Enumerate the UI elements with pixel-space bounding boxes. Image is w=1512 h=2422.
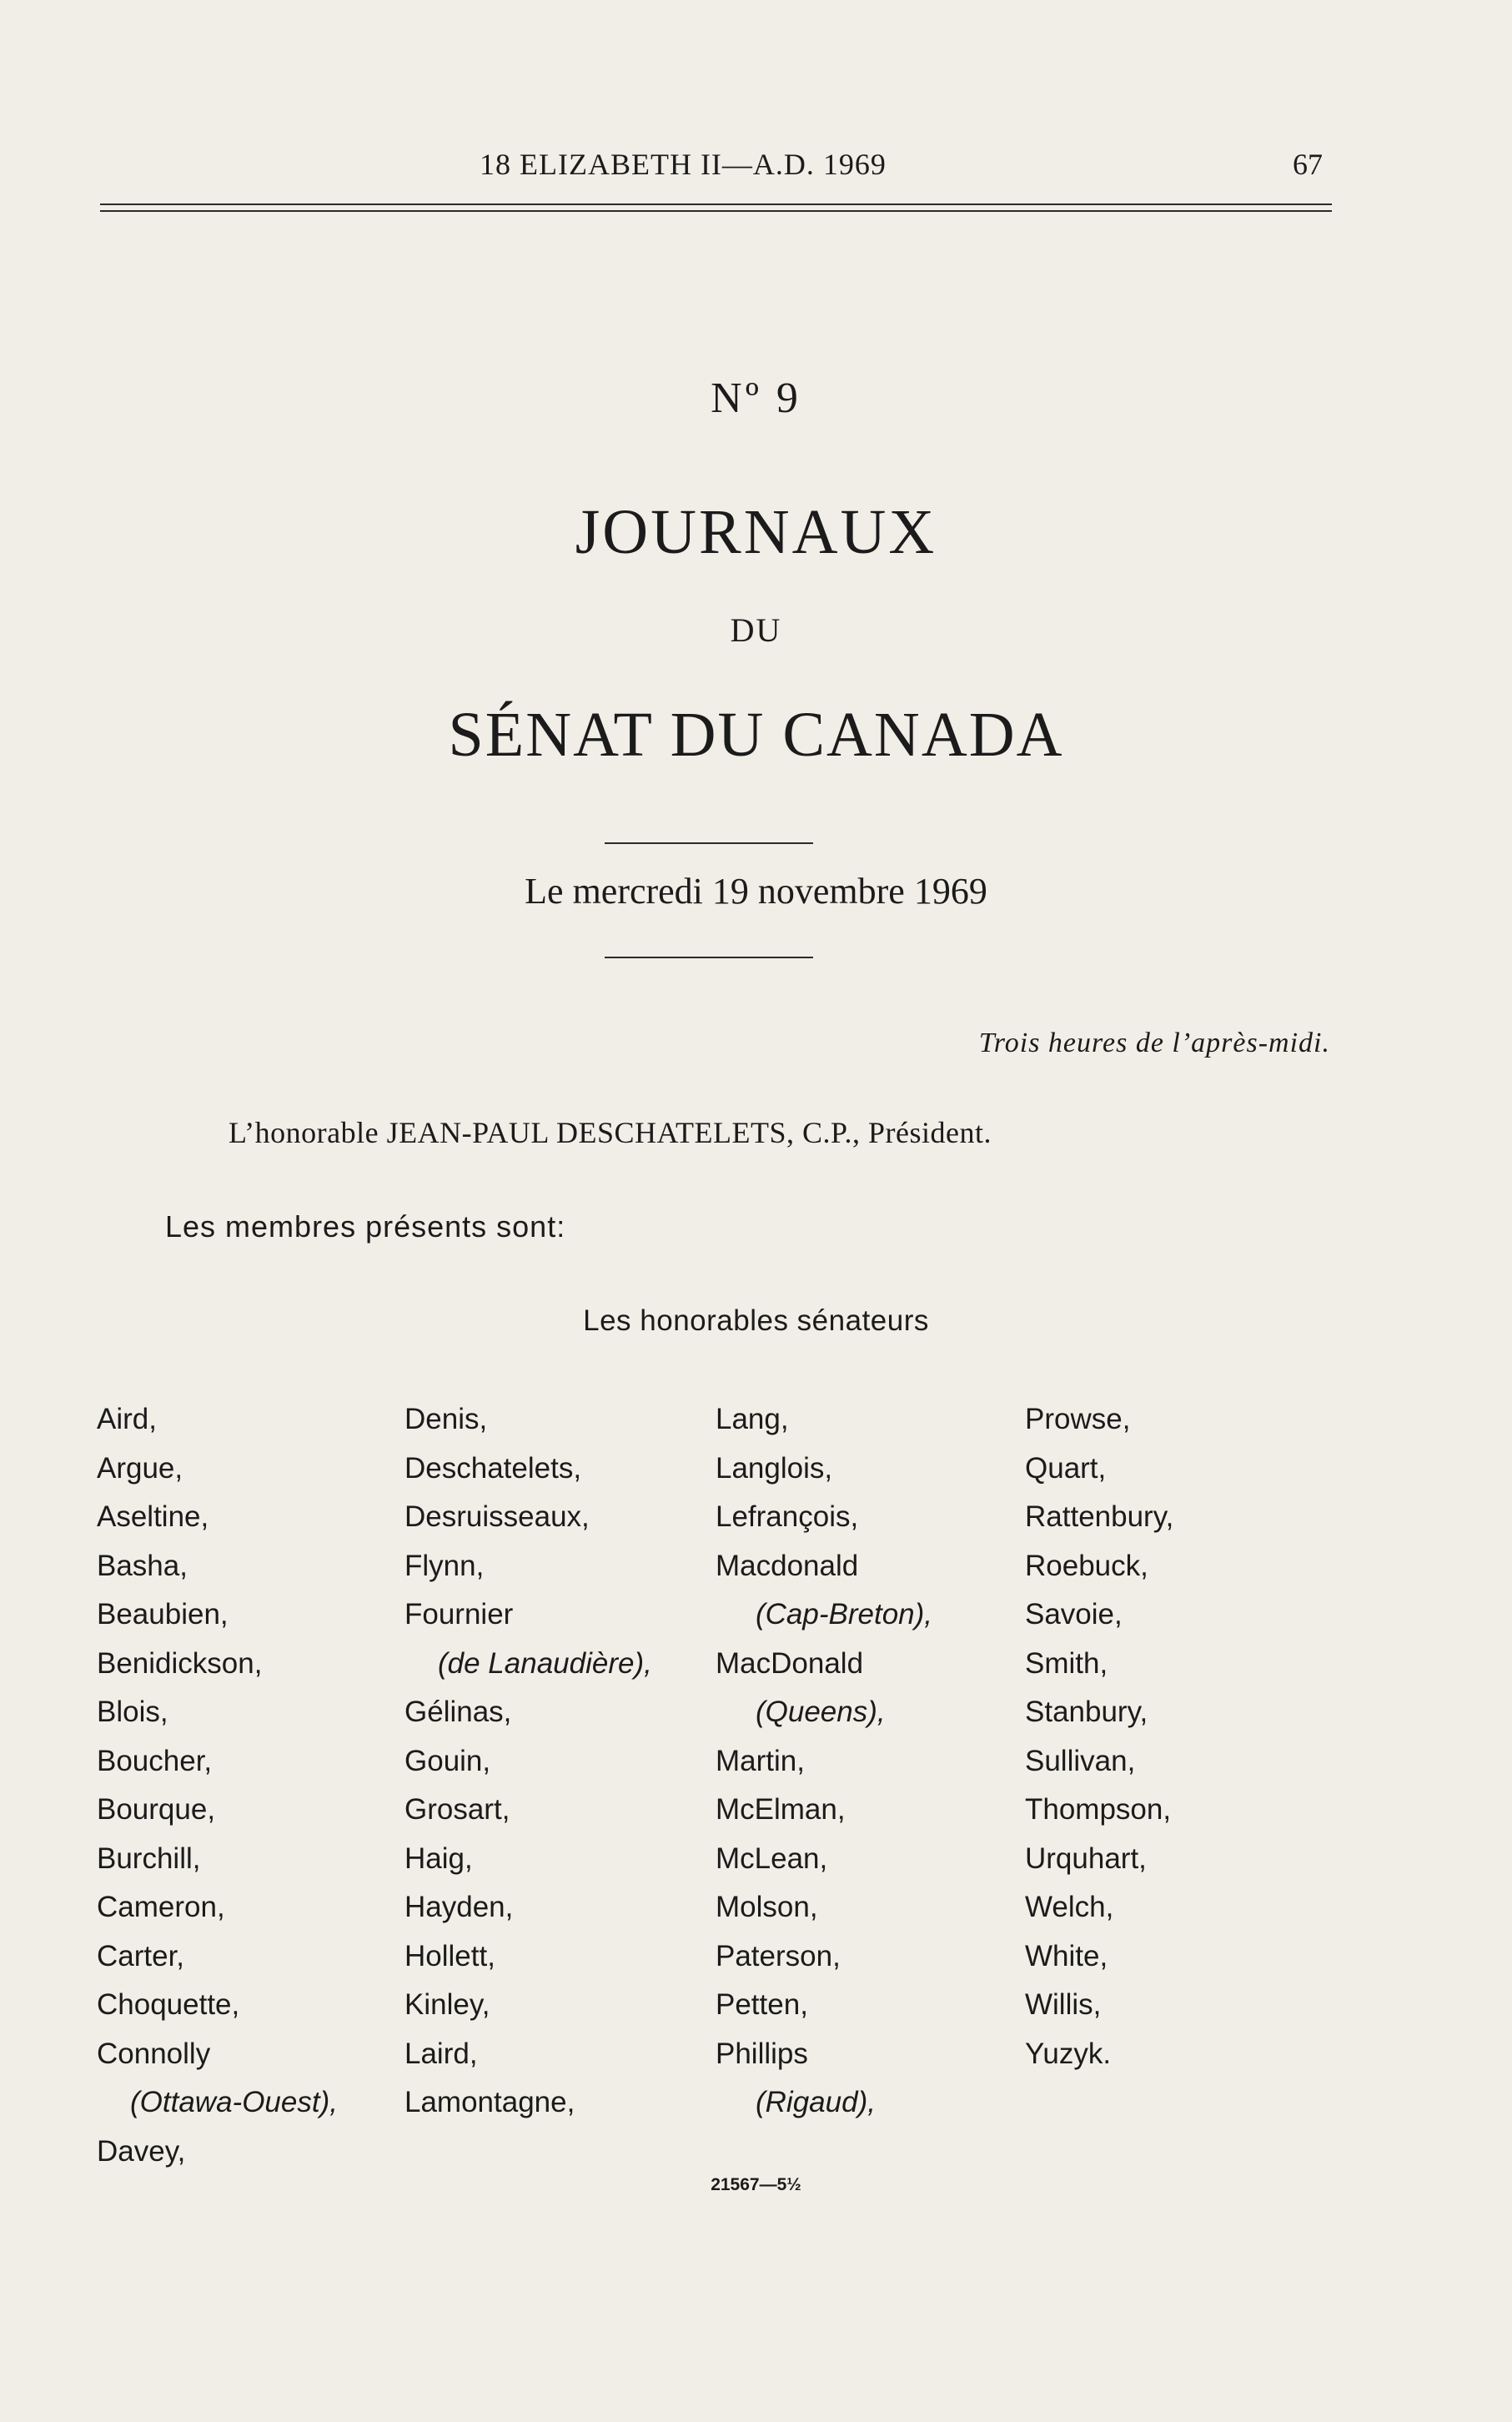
- senator-name: Rattenbury,: [1025, 1500, 1174, 1533]
- printer-footnote: 21567—5½: [711, 2175, 801, 2194]
- senator-name: Blois,: [97, 1696, 168, 1728]
- senator-name: Savoie,: [1025, 1598, 1123, 1631]
- senator-name: White,: [1025, 1939, 1108, 1972]
- senator-name: McLean,: [716, 1842, 828, 1875]
- senator-name: Connolly: [97, 2037, 211, 2070]
- page-number: 67: [1293, 148, 1323, 181]
- sitting-date: Le mercredi 19 novembre 1969: [525, 871, 987, 912]
- senator-name: Petten,: [716, 1988, 808, 2021]
- senator-riding: (Cap-Breton),: [756, 1598, 933, 1631]
- senators-heading: Les honorables sénateurs: [583, 1304, 929, 1337]
- running-header: 18 ELIZABETH II—A.D. 1969: [480, 148, 887, 181]
- senator-name: Sullivan,: [1025, 1744, 1136, 1777]
- journal-body-title: SÉNAT DU CANADA: [448, 700, 1064, 770]
- senator-name: Kinley,: [404, 1988, 490, 2021]
- senators-column-4: [1025, 1395, 1173, 2078]
- senator-name: Bourque,: [97, 1793, 216, 1826]
- senator-name: Lang,: [716, 1403, 789, 1435]
- senator-name: McElman,: [716, 1793, 846, 1826]
- senator-name: Fournier: [404, 1598, 514, 1631]
- senator-name: Prowse,: [1025, 1403, 1131, 1435]
- senator-name: Quart,: [1025, 1451, 1107, 1485]
- senator-name: Roebuck,: [1025, 1549, 1148, 1582]
- senator-name: Paterson,: [716, 1939, 841, 1972]
- senator-name: Basha,: [97, 1549, 188, 1582]
- senator-name: Hayden,: [404, 1891, 514, 1923]
- senator-name: Urquhart,: [1025, 1842, 1147, 1875]
- members-intro: Les membres présents sont:: [165, 1209, 566, 1244]
- senator-name: Flynn,: [404, 1549, 485, 1582]
- senator-name: Carter,: [97, 1939, 185, 1972]
- senator-name: Lefrançois,: [716, 1500, 859, 1533]
- issue-number: Nº 9: [711, 374, 801, 422]
- senator-riding: (Ottawa-Ouest),: [130, 2086, 338, 2118]
- senator-name: Deschatelets,: [404, 1451, 582, 1485]
- senator-name: Thompson,: [1025, 1793, 1172, 1826]
- senator-name: Aseltine,: [97, 1500, 209, 1533]
- senators-column-2: [404, 1395, 652, 2128]
- senator-name: Choquette,: [97, 1988, 240, 2021]
- senator-name: Gélinas,: [404, 1696, 512, 1728]
- senator-name: Martin,: [716, 1744, 805, 1777]
- sitting-time: Trois heures de l’après-midi.: [978, 1028, 1330, 1058]
- senators-column-3: [716, 1395, 932, 2128]
- senator-name: Yuzyk.: [1025, 2037, 1112, 2070]
- senator-name: Lamontagne,: [404, 2086, 575, 2118]
- senator-name: MacDonald: [716, 1646, 864, 1680]
- senator-name: Langlois,: [716, 1451, 833, 1485]
- date-rule-bottom: [605, 957, 813, 958]
- senator-name: Laird,: [404, 2037, 478, 2070]
- senator-name: Grosart,: [404, 1793, 510, 1826]
- senator-name: Willis,: [1025, 1988, 1102, 2021]
- journal-title: JOURNAUX: [575, 497, 937, 567]
- senator-riding: (Rigaud),: [756, 2086, 876, 2118]
- date-rule-top: [605, 842, 813, 844]
- senator-name: Denis,: [404, 1403, 488, 1435]
- senator-name: Davey,: [97, 2134, 186, 2168]
- senator-name: Beaubien,: [97, 1598, 229, 1631]
- president-line: L’honorable JEAN-PAUL DESCHATELETS, C.P., Président.: [229, 1116, 992, 1149]
- senator-name: Cameron,: [97, 1891, 225, 1923]
- senator-name: Smith,: [1025, 1646, 1108, 1680]
- senator-name: Argue,: [97, 1451, 183, 1485]
- senator-name: Burchill,: [97, 1842, 201, 1875]
- journal-title-du: DU: [730, 611, 782, 649]
- senators-column-1: [97, 1395, 338, 2176]
- senator-riding: (de Lanaudière),: [438, 1646, 652, 1680]
- senator-name: Aird,: [97, 1403, 157, 1435]
- header-rule-bottom: [100, 210, 1332, 212]
- senator-name: Stanbury,: [1025, 1696, 1148, 1728]
- senator-name: Benidickson,: [97, 1646, 263, 1680]
- senator-name: Welch,: [1025, 1891, 1114, 1923]
- header-rule-top: [100, 204, 1332, 205]
- senator-name: Desruisseaux,: [404, 1500, 590, 1533]
- senator-riding: (Queens),: [756, 1696, 886, 1728]
- senator-name: Phillips: [716, 2037, 808, 2070]
- senator-name: Macdonald: [716, 1549, 859, 1582]
- senator-name: Haig,: [404, 1842, 473, 1875]
- senator-name: Gouin,: [404, 1744, 491, 1777]
- senator-name: Boucher,: [97, 1744, 213, 1777]
- senator-name: Molson,: [716, 1891, 818, 1923]
- senator-name: Hollett,: [404, 1939, 495, 1972]
